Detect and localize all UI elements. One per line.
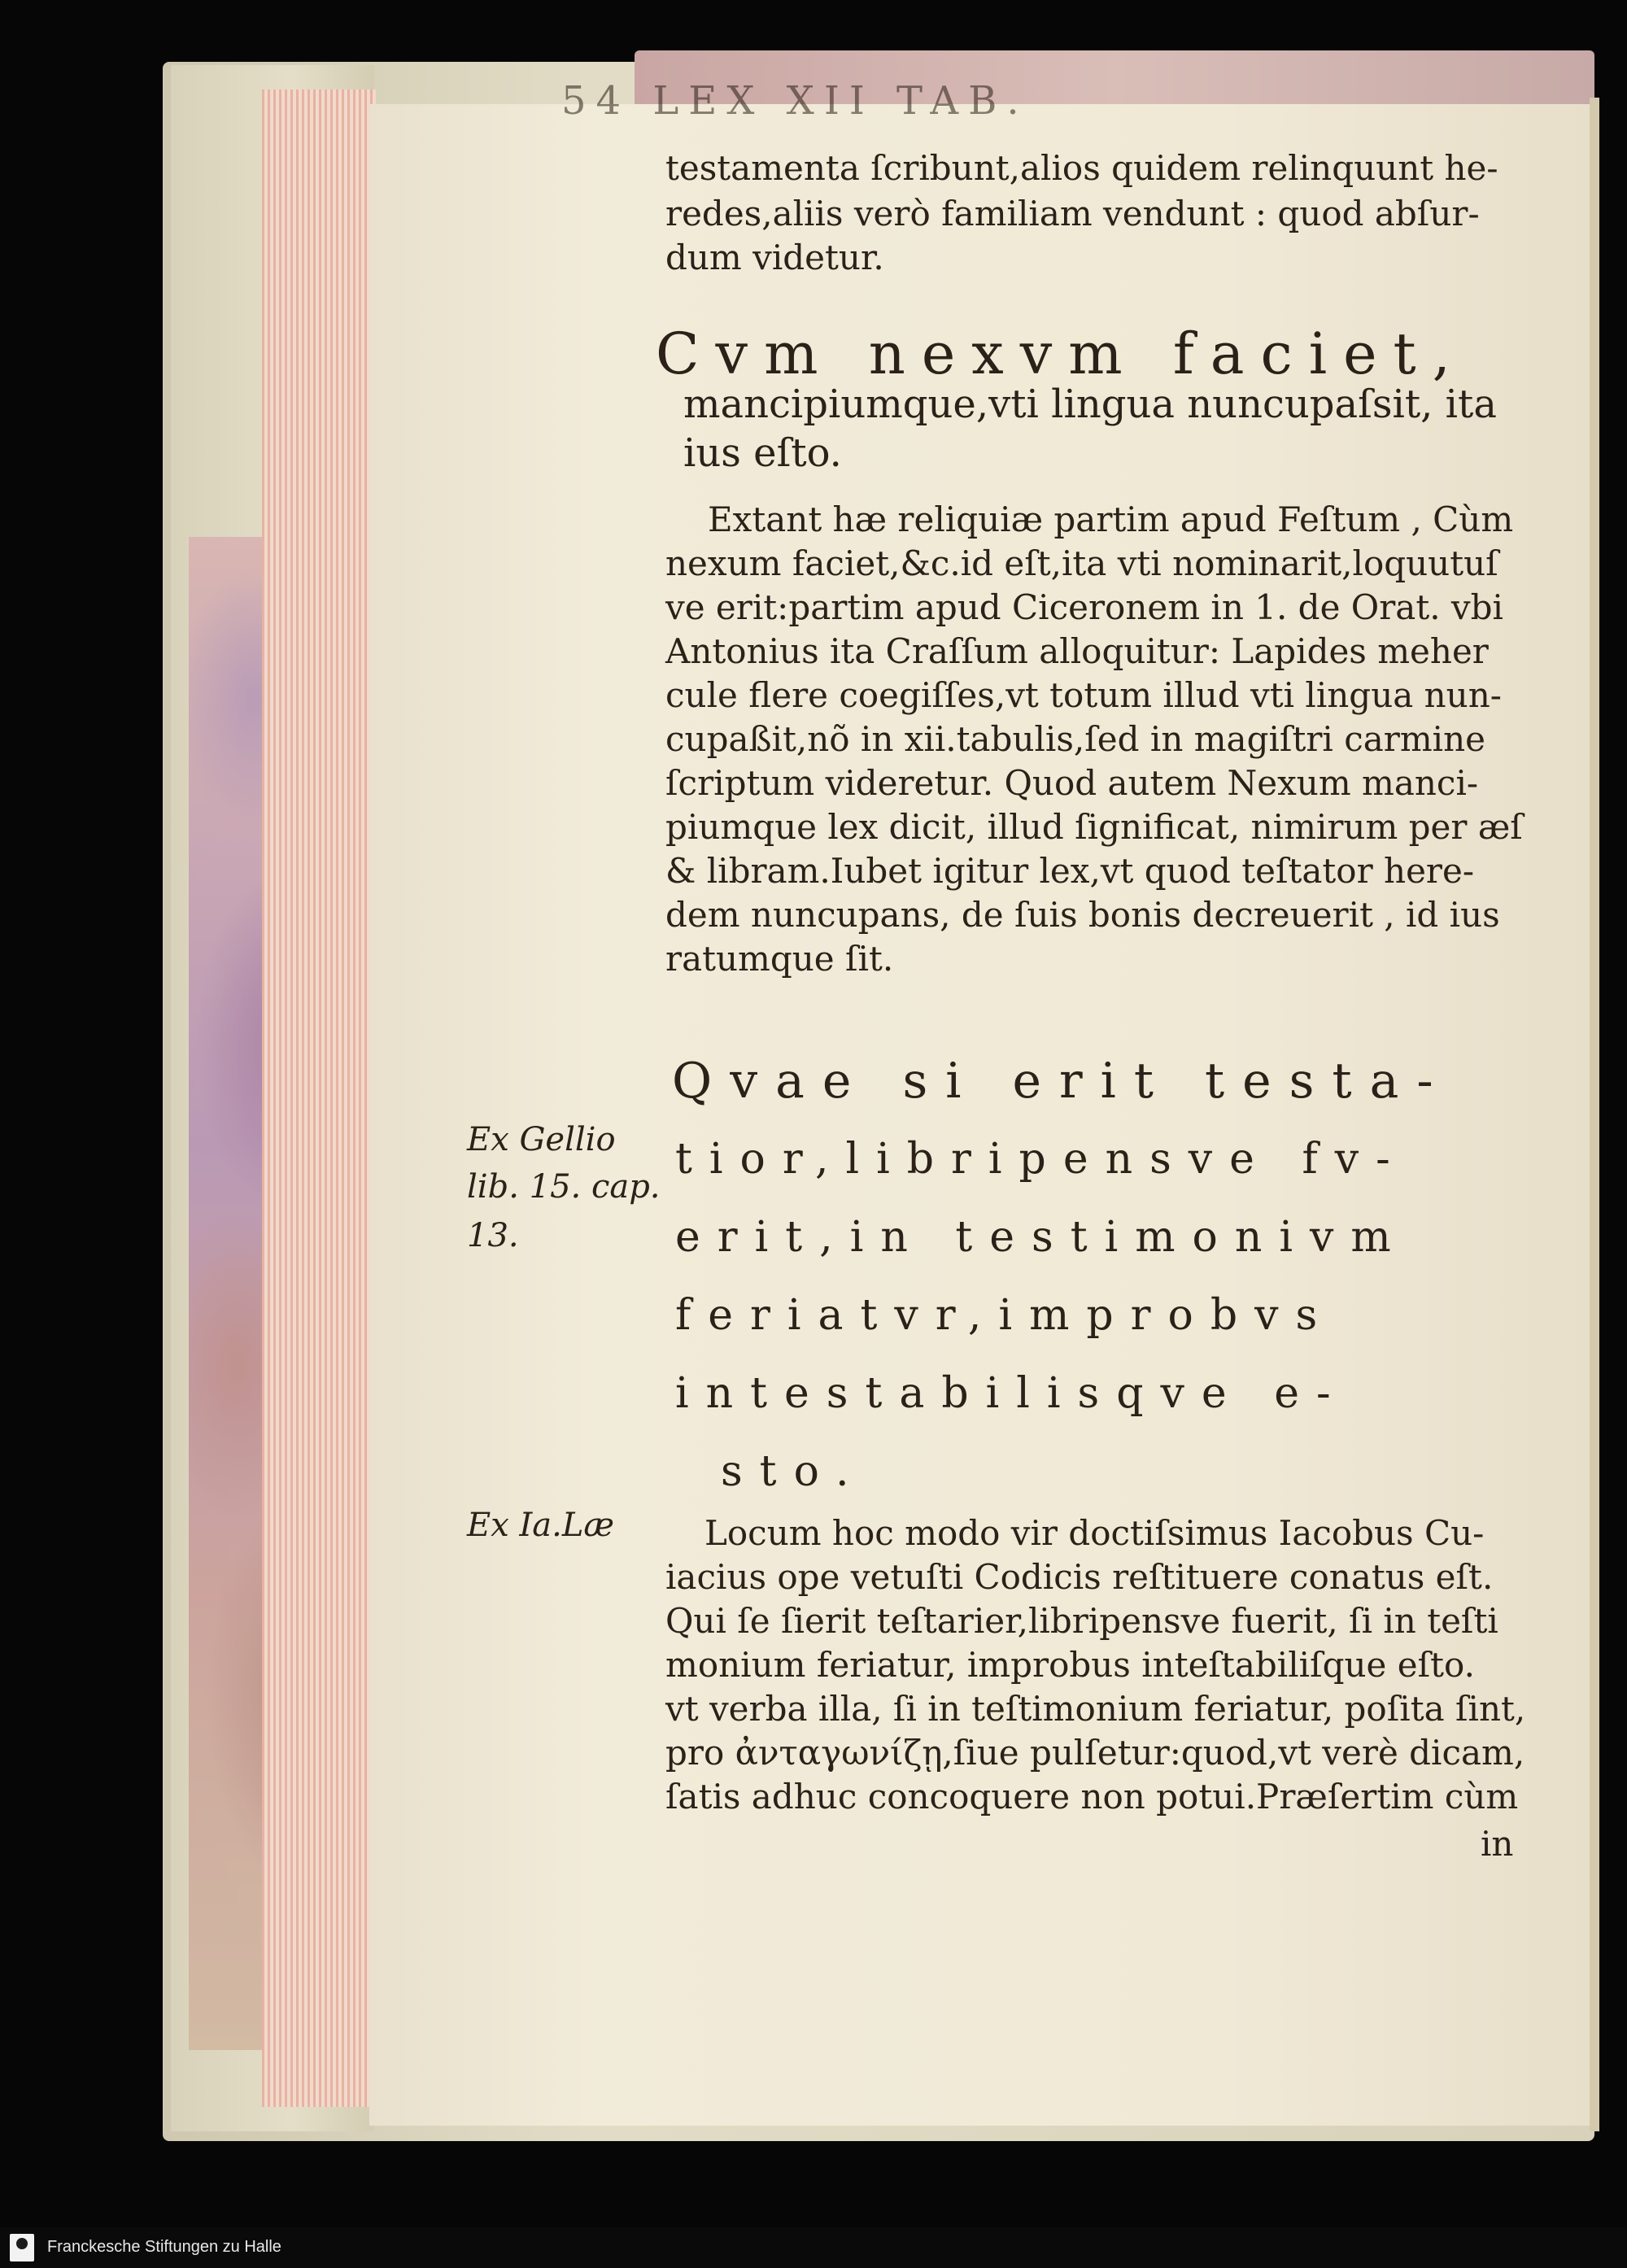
text-line: iacius ope vetuſti Codicis reſtituere conatus eſt.: [665, 1557, 1494, 1597]
heading-line: mancipiumque,vti lingua nuncupaſsit, ita: [683, 382, 1497, 427]
heading-line: erit,in testimonivm: [675, 1213, 1408, 1262]
section-heading: Qvae si erit testa-: [672, 1053, 1451, 1110]
heading-line: intestabilisqve e-: [675, 1369, 1348, 1418]
text-line: ve erit:partim apud Ciceronem in 1. de Orat. vbi: [665, 587, 1503, 627]
text-line: cupaßit,nõ in xii.tabulis,ſed in magiſtri carmine: [665, 719, 1485, 759]
text-line: testamenta ſcribunt,alios quidem relinquunt he-: [665, 148, 1498, 188]
text-line: redes,aliis verò familiam vendunt : quod abſur-: [665, 194, 1480, 233]
heading-line: tior,libripensve fv-: [675, 1135, 1407, 1184]
institution-name: Franckesche Stiftungen zu Halle: [47, 2238, 281, 2256]
text-line: cule flere coegiſſes,vt totum illud vti lingua nun-: [665, 675, 1502, 715]
text-line: monium feriatur, improbus inteſtabiliſque eſto.: [665, 1645, 1475, 1685]
text-line: dum videtur.: [665, 238, 884, 277]
text-line: piumque lex dicit, illud ſignificat, nimirum per æſ: [665, 807, 1523, 847]
text-line: nexum faciet,&c.id eſt,ita vti nominarit,loquutuſ: [665, 543, 1498, 583]
text-line: ratumque ſit.: [665, 939, 894, 979]
institution-logo-icon: [10, 2234, 34, 2261]
footer-bar: [0, 2227, 1627, 2268]
heading-line: ius eſto.: [683, 430, 842, 476]
text-line: Antonius ita Craſſum alloquitur: Lapides meher: [665, 631, 1489, 671]
marginal-note: Ex Ia.Læ: [467, 1507, 614, 1544]
text-line: Locum hoc modo vir doctiſsimus Iacobus Cu-: [704, 1513, 1485, 1553]
text-line: dem nuncupans, de ſuis bonis decreuerit , id ius: [665, 895, 1500, 935]
text-line: & libram.Iubet igitur lex,vt quod teſtator here-: [665, 851, 1475, 891]
page-gutter: [1590, 98, 1599, 2131]
text-line: Extant hæ reliquiæ partim apud Feſtum , Cùm: [708, 499, 1514, 539]
running-head: 54 LEX XII TAB.: [561, 78, 1029, 124]
heading-line: feriatvr,improbvs: [675, 1291, 1335, 1340]
text-line: vt verba illa, ſi in teſtimonium feriatur, poſita ſint,: [665, 1689, 1526, 1729]
marginal-note: lib. 15. cap.: [467, 1168, 661, 1206]
text-line: pro ἀνταγωνίζῃ,ſiue pulſetur:quod,vt verè dicam,: [665, 1733, 1525, 1773]
marginal-note: 13.: [467, 1217, 519, 1254]
marginal-note: Ex Gellio: [467, 1121, 616, 1158]
catchword: in: [1481, 1824, 1514, 1864]
section-heading: Cvm nexvm faciet,: [656, 321, 1467, 387]
heading-line: sto.: [721, 1447, 866, 1496]
text-line: ſcriptum videretur. Quod autem Nexum manci-: [665, 763, 1479, 803]
text-line: ſatis adhuc concoquere non potui.Præſertim cùm: [665, 1777, 1519, 1817]
red-page-edges: [262, 89, 376, 2107]
text-line: Qui ſe ſierit teſtarier,libripensve fuerit, ſi in teſti: [665, 1601, 1498, 1641]
